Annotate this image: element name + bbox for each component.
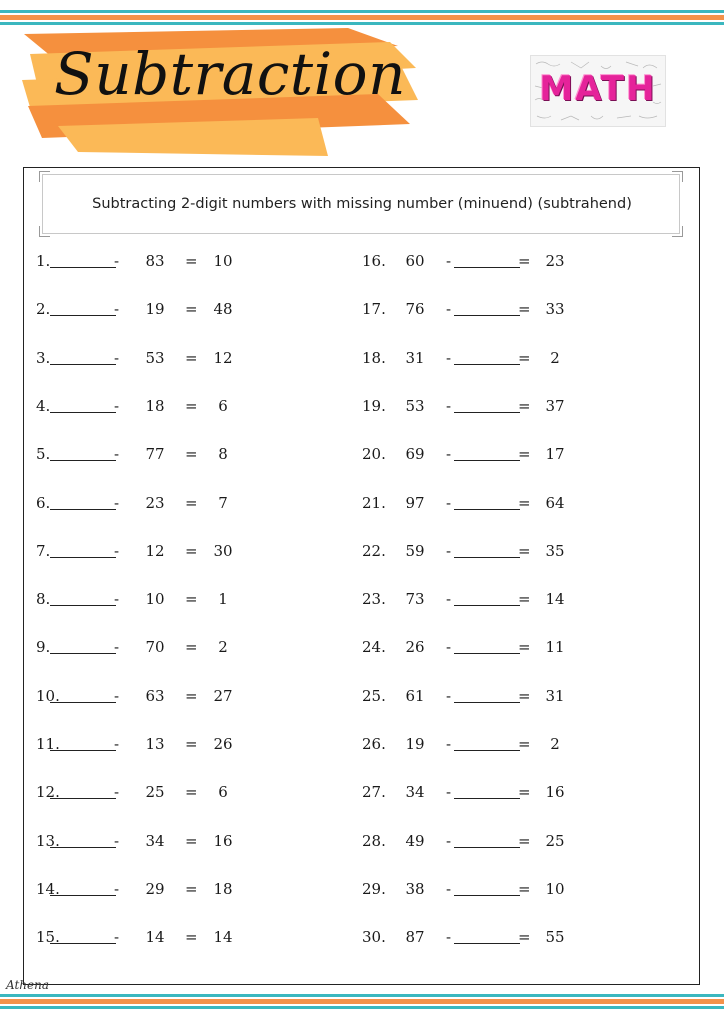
problem-number: 8.: [36, 590, 51, 609]
difference: 37: [545, 396, 565, 415]
equals-sign: =: [185, 493, 198, 512]
minus-sign: -: [446, 638, 452, 657]
difference: 10: [213, 252, 233, 270]
minuend: 34: [405, 783, 425, 802]
equals-sign: =: [518, 638, 531, 657]
difference: 14: [213, 928, 233, 947]
subtrahend: 63: [145, 686, 165, 705]
problem-row: [0, 445, 700, 467]
subtrahend: 53: [145, 348, 165, 367]
problem-number: 14.: [36, 879, 60, 898]
answer-blank[interactable]: [454, 687, 520, 703]
subtrahend: 70: [145, 638, 165, 657]
minuend: 38: [405, 879, 425, 898]
equals-sign: =: [518, 928, 531, 947]
equals-sign: =: [185, 831, 198, 850]
answer-blank[interactable]: [454, 349, 520, 365]
minus-sign: -: [114, 590, 120, 609]
minus-sign: -: [114, 493, 120, 512]
difference: 64: [545, 493, 565, 512]
minuend: 97: [405, 493, 425, 512]
equals-sign: =: [185, 638, 198, 657]
problem-number: 23.: [362, 590, 386, 609]
difference: 12: [213, 348, 233, 367]
top-stripe-teal-2: [0, 22, 724, 25]
minuend: 53: [405, 396, 425, 415]
equals-sign: =: [518, 831, 531, 850]
minuend: 59: [405, 541, 425, 560]
equals-sign: =: [518, 493, 531, 512]
minus-sign: -: [446, 396, 452, 415]
problem-number: 10.: [36, 686, 60, 705]
problem-row: [0, 397, 700, 419]
equals-sign: =: [518, 445, 531, 464]
bottom-stripe-teal-2: [0, 1006, 724, 1009]
problem-number: 2.: [36, 300, 51, 319]
minus-sign: -: [114, 879, 120, 898]
difference: 6: [218, 396, 228, 415]
difference: 7: [218, 493, 228, 512]
difference: 2: [550, 348, 560, 367]
difference: 14: [545, 590, 565, 609]
subtrahend: 10: [145, 590, 165, 609]
minus-sign: -: [114, 735, 120, 753]
problem-row: [0, 349, 700, 371]
minus-sign: -: [446, 590, 452, 609]
difference: 17: [545, 445, 565, 464]
subtrahend: 25: [145, 783, 165, 802]
difference: 31: [545, 686, 565, 705]
problem-number: 7.: [36, 541, 51, 560]
minus-sign: -: [446, 252, 452, 270]
answer-blank[interactable]: [454, 300, 520, 316]
bottom-stripe-teal: [0, 994, 724, 997]
answer-blank[interactable]: [454, 735, 520, 751]
problem-number: 19.: [362, 396, 386, 415]
equals-sign: =: [185, 396, 198, 415]
equals-sign: =: [185, 445, 198, 464]
page-title: Subtraction: [54, 40, 406, 108]
equals-sign: =: [518, 396, 531, 415]
problem-row: [0, 494, 700, 516]
difference: 16: [213, 831, 233, 850]
subtrahend: 12: [145, 541, 165, 560]
minus-sign: -: [446, 783, 452, 802]
problem-number: 1.: [36, 252, 51, 270]
problem-number: 16.: [362, 252, 386, 270]
equals-sign: =: [185, 541, 198, 560]
equals-sign: =: [185, 348, 198, 367]
difference: 6: [218, 783, 228, 802]
problem-number: 11.: [36, 735, 60, 753]
answer-blank[interactable]: [454, 445, 520, 461]
problem-number: 25.: [362, 686, 386, 705]
equals-sign: =: [518, 783, 531, 802]
problem-number: 29.: [362, 879, 386, 898]
minus-sign: -: [114, 541, 120, 560]
difference: 30: [213, 541, 233, 560]
minus-sign: -: [446, 928, 452, 947]
subtrahend: 83: [145, 252, 165, 270]
answer-blank[interactable]: [454, 590, 520, 606]
problem-number: 26.: [362, 735, 386, 753]
difference: 26: [213, 735, 233, 753]
minuend: 73: [405, 590, 425, 609]
equals-sign: =: [518, 541, 531, 560]
problem-row: [0, 783, 700, 805]
answer-blank[interactable]: [454, 832, 520, 848]
equals-sign: =: [518, 300, 531, 319]
equals-sign: =: [185, 783, 198, 802]
difference: 16: [545, 783, 565, 802]
difference: 33: [545, 300, 565, 319]
difference: 2: [218, 638, 228, 657]
equals-sign: =: [185, 928, 198, 947]
problem-row: [0, 928, 700, 950]
minus-sign: -: [446, 541, 452, 560]
minuend: 49: [405, 831, 425, 850]
difference: 8: [218, 445, 228, 464]
answer-blank[interactable]: [454, 783, 520, 799]
difference: 27: [213, 686, 233, 705]
top-stripe-teal: [0, 10, 724, 13]
problem-row: [0, 832, 700, 854]
problem-number: 21.: [362, 493, 386, 512]
subtrahend: 29: [145, 879, 165, 898]
equals-sign: =: [185, 686, 198, 705]
minus-sign: -: [114, 783, 120, 802]
worksheet-subtitle: Subtracting 2-digit numbers with missing number (minuend) (subtrahend): [92, 196, 632, 212]
difference: 35: [545, 541, 565, 560]
subtrahend: 18: [145, 396, 165, 415]
minus-sign: -: [114, 445, 120, 464]
signature: Athena: [6, 978, 49, 992]
minus-sign: -: [114, 638, 120, 657]
minus-sign: -: [114, 831, 120, 850]
subtrahend: 77: [145, 445, 165, 464]
problem-number: 9.: [36, 638, 51, 657]
minus-sign: -: [114, 928, 120, 947]
equals-sign: =: [518, 735, 531, 753]
problem-row: [0, 687, 700, 709]
top-stripe-orange: [0, 15, 724, 20]
minuend: 61: [405, 686, 425, 705]
answer-blank[interactable]: [454, 638, 520, 654]
difference: 55: [545, 928, 565, 947]
equals-sign: =: [518, 252, 531, 270]
equals-sign: =: [518, 686, 531, 705]
minuend: 76: [405, 300, 425, 319]
problem-row: [0, 252, 700, 274]
problem-number: 13.: [36, 831, 60, 850]
answer-blank[interactable]: [454, 494, 520, 510]
equals-sign: =: [185, 252, 198, 270]
problem-number: 22.: [362, 541, 386, 560]
minus-sign: -: [446, 879, 452, 898]
equals-sign: =: [518, 590, 531, 609]
subtrahend: 13: [145, 735, 165, 753]
minus-sign: -: [446, 493, 452, 512]
minus-sign: -: [446, 445, 452, 464]
minus-sign: -: [446, 735, 452, 753]
equals-sign: =: [185, 879, 198, 898]
problem-number: 20.: [362, 445, 386, 464]
subtrahend: 34: [145, 831, 165, 850]
math-logo-text: MATH: [539, 69, 657, 109]
equals-sign: =: [185, 735, 198, 753]
minus-sign: -: [446, 348, 452, 367]
difference: 23: [545, 252, 565, 270]
problem-row: [0, 542, 700, 564]
minuend: 26: [405, 638, 425, 657]
subtrahend: 23: [145, 493, 165, 512]
problem-number: 18.: [362, 348, 386, 367]
problem-number: 24.: [362, 638, 386, 657]
answer-blank[interactable]: [454, 928, 520, 944]
problem-row: [0, 880, 700, 902]
problem-number: 15.: [36, 928, 60, 947]
problem-number: 3.: [36, 348, 51, 367]
equals-sign: =: [185, 300, 198, 319]
problem-number: 6.: [36, 493, 51, 512]
problem-row: [0, 638, 700, 660]
difference: 18: [213, 879, 233, 898]
difference: 11: [545, 638, 565, 657]
answer-blank[interactable]: [454, 542, 520, 558]
answer-blank[interactable]: [454, 397, 520, 413]
equals-sign: =: [518, 879, 531, 898]
problem-number: 12.: [36, 783, 60, 802]
minus-sign: -: [114, 300, 120, 319]
subtrahend: 14: [145, 928, 165, 947]
subtitle-box: [42, 174, 680, 234]
difference: 10: [545, 879, 565, 898]
equals-sign: =: [185, 590, 198, 609]
answer-blank[interactable]: [454, 880, 520, 896]
difference: 1: [218, 590, 228, 609]
bottom-stripe-orange: [0, 999, 724, 1004]
problem-row: [0, 300, 700, 322]
minuend: 69: [405, 445, 425, 464]
problem-number: 4.: [36, 396, 51, 415]
minus-sign: -: [114, 252, 120, 270]
problem-number: 17.: [362, 300, 386, 319]
minuend: 87: [405, 928, 425, 947]
minus-sign: -: [114, 396, 120, 415]
difference: 25: [545, 831, 565, 850]
minus-sign: -: [446, 300, 452, 319]
minus-sign: -: [114, 686, 120, 705]
math-logo: [530, 55, 666, 127]
difference: 48: [213, 300, 233, 319]
minus-sign: -: [114, 348, 120, 367]
minus-sign: -: [446, 831, 452, 850]
minuend: 19: [405, 735, 425, 753]
problem-number: 28.: [362, 831, 386, 850]
problem-number: 5.: [36, 445, 51, 464]
worksheet-frame: [23, 167, 700, 985]
minuend: 31: [405, 348, 425, 367]
minus-sign: -: [446, 686, 452, 705]
minuend: 60: [405, 252, 425, 270]
problem-row: [0, 590, 700, 612]
problem-row: [0, 735, 700, 757]
problem-number: 27.: [362, 783, 386, 802]
equals-sign: =: [518, 348, 531, 367]
subtrahend: 19: [145, 300, 165, 319]
problem-number: 30.: [362, 928, 386, 947]
answer-blank[interactable]: [454, 252, 520, 268]
difference: 2: [550, 735, 560, 753]
